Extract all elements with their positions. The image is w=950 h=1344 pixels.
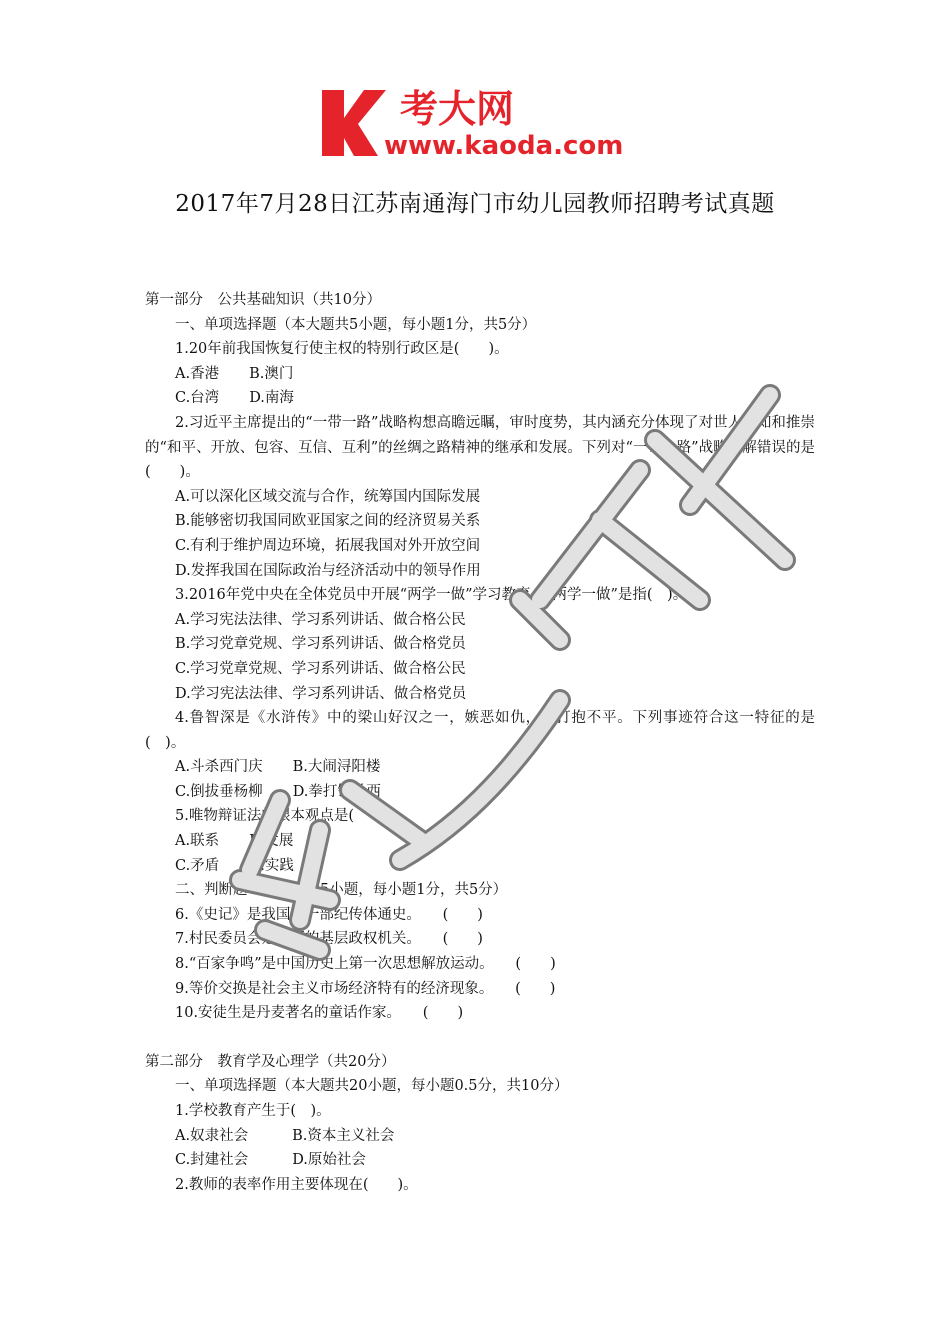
option-d: D.实践 — [249, 857, 294, 874]
option-c: C.封建社会 — [175, 1152, 249, 1169]
option-a: A.联系 — [175, 833, 220, 850]
part2-question-1-options-row1 — [145, 1124, 815, 1149]
question-5-options-row1 — [145, 829, 815, 854]
option-d: D.原始社会 — [292, 1152, 366, 1169]
question-2-option-c: C.有利于维护周边环境，拓展我国对外开放空间 — [175, 537, 481, 554]
judgment-8: 8.“百家争鸣”是中国历史上第一次思想解放运动。 ( ) — [175, 956, 556, 973]
question-1-options-row2 — [145, 386, 815, 411]
question-2-option-d: D.发挥我国在国际政治与经济活动中的领导作用 — [175, 562, 481, 579]
section-spacer — [145, 1026, 815, 1050]
part2-question-1-options-row2 — [145, 1148, 815, 1173]
part1-section2-heading: 二、判断题（本大题共5小题，每小题1分，共5分） — [175, 882, 508, 899]
question-2-option-a: A.可以深化区域交流与合作，统筹国内国际发展 — [175, 488, 481, 505]
question-2-stem: 2.习近平主席提出的“一带一路”战略构想高瞻远瞩，审时度势，其内涵充分体现了对世人共知和推崇的“和平、开放、包容、互信、互利”的丝绸之路精神的继承和发展。下列对“一带一路”战略理解错误的是( )。 — [145, 414, 815, 481]
judgment-10: 10.安徒生是丹麦著名的童话作家。 ( ) — [175, 1005, 464, 1022]
option-c: C.矛盾 — [175, 857, 220, 874]
k-mark-icon — [322, 90, 386, 156]
question-3-stem: 3.2016年党中央在全体党员中开展“两学一做”学习教育。“两学一做”是指( )。 — [175, 587, 688, 604]
option-a: A.斗杀西门庆 — [175, 759, 263, 776]
part2-heading: 第二部分 教育学及心理学（共20分） — [145, 1053, 396, 1070]
question-3-option-d: D.学习宪法法律、学习系列讲话、做合格党员 — [175, 685, 467, 702]
judgment-9: 9.等价交换是社会主义市场经济特有的经济现象。 ( ) — [175, 980, 556, 997]
question-3-option-b: B.学习党章党规、学习系列讲话、做合格党员 — [175, 636, 466, 653]
part2-question-2-stem: 2.教师的表率作用主要体现在( )。 — [175, 1176, 418, 1193]
option-a: A.奴隶社会 — [175, 1127, 249, 1144]
option-d: D.南海 — [249, 390, 294, 407]
question-1-stem: 1.20年前我国恢复行使主权的特别行政区是( )。 — [175, 341, 509, 358]
option-c: C.台湾 — [175, 390, 220, 407]
question-4-stem: 4.鲁智深是《水浒传》中的梁山好汉之一，嫉恶如仇，好打抱不平。下列事迹符合这一特征的是( )。 — [145, 710, 815, 751]
option-b: B.澳门 — [249, 365, 294, 382]
option-c: C.倒拔垂杨柳 — [175, 783, 263, 800]
part1-section1-heading: 一、单项选择题（本大题共5小题，每小题1分，共5分） — [175, 316, 537, 333]
option-b: B.发展 — [249, 833, 294, 850]
logo-brand: 考大网 — [400, 87, 515, 131]
judgment-6: 6.《史记》是我国第一部纪传体通史。 ( ) — [175, 906, 483, 923]
judgment-7: 7.村民委员会是我国的基层政权机关。 ( ) — [175, 931, 483, 948]
option-d: D.拳打镇关西 — [292, 783, 381, 800]
page-title: 2017年7月28日江苏南通海门市幼儿园教师招聘考试真题 — [175, 191, 775, 217]
question-5-options-row2 — [145, 854, 815, 879]
option-b: B.大闹浔阳楼 — [292, 759, 381, 776]
part2-section1-heading: 一、单项选择题（本大题共20小题，每小题0.5分，共10分） — [175, 1078, 569, 1095]
kaoda-logo — [318, 82, 648, 162]
part2-question-1-stem: 1.学校教育产生于( )。 — [175, 1103, 331, 1119]
option-a: A.香港 — [175, 365, 220, 382]
question-3-option-a: A.学习宪法法律、学习系列讲话、做合格公民 — [175, 611, 466, 628]
question-2-option-b: B.能够密切我国同欧亚国家之间的经济贸易关系 — [175, 513, 481, 530]
question-4-options-row1 — [145, 755, 815, 780]
question-3-option-c: C.学习党章党规、学习系列讲话、做合格公民 — [175, 660, 466, 677]
document-body — [145, 288, 815, 1197]
question-1-options-row1 — [145, 362, 815, 387]
logo-url: www.kaoda.com — [384, 131, 624, 161]
question-5-stem: 5.唯物辩证法的根本观点是( )。 — [175, 808, 404, 825]
part1-heading: 第一部分 公共基础知识（共10分） — [145, 292, 381, 308]
question-4-options-row2 — [145, 780, 815, 805]
option-b: B.资本主义社会 — [292, 1127, 395, 1144]
